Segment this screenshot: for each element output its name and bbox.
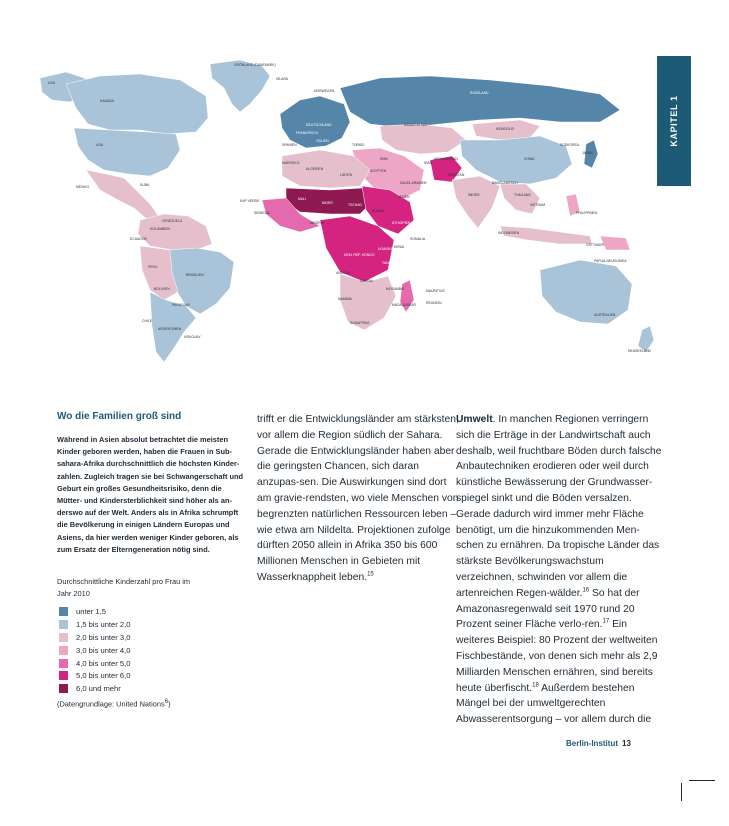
legend-source (57, 698, 245, 708)
legend-swatch (59, 646, 68, 655)
legend-label: 3,0 bis unter 4,0 (76, 645, 131, 655)
footnote-ref: 16 (582, 587, 590, 594)
label-deutschland: DEUTSCHLAND (306, 123, 332, 127)
page-number: 13 (622, 739, 631, 748)
body-text: So hat der Amazonasregenwald seit 1970 rund 20 Prozent seiner Fläche verlo-ren. (456, 587, 640, 631)
label-argentinien: ARGENTINIEN (158, 327, 182, 331)
legend-item (59, 657, 245, 670)
label-indien: INDIEN (468, 193, 480, 197)
map-region-usa (74, 128, 180, 176)
label-nigeria: NIGERIA (310, 221, 324, 225)
legend-label: unter 1,5 (76, 606, 106, 616)
crop-mark-horizontal (689, 780, 715, 781)
body-text: . In manchen Regionen verringern sich die Erträge in der Landwirtschaft auch deshalb, weil fruchtbare Böden durch falsche Anbautechniken erodieren oder weil durch künstliche Bewässerung der Grundwasser-spiegel sinkt und die Böden versalzen. Gerade dadurch wird immer mehr Fläche benötigt, um die hinzukommenden Men-schen zu ernähren. Da tropische Länder das stärkste Bevölkerungswachstum verzeichnen, schwinden vor allem die artenreichen Regen-wälder. (456, 414, 662, 599)
label-philippinen: PHILIPPINEN (576, 211, 598, 215)
map-region-canada (66, 74, 208, 134)
label-mauritius: MAURITIUS (426, 289, 445, 293)
label-jemen: JEMEN (398, 195, 410, 199)
legend-swatch (59, 671, 68, 680)
legend-item (59, 605, 245, 618)
label-somalia: SOMALIA (410, 237, 426, 241)
label-mosambik: MOSAMBIK (386, 287, 405, 291)
label-libyen: LIBYEN (340, 173, 353, 177)
label-niger: NIGER (322, 201, 333, 205)
label-venezuela: VENEZUELA (162, 219, 183, 223)
legend-label: 5,0 bis unter 6,0 (76, 671, 131, 681)
label-osttimor: OSTTIMOR (586, 243, 604, 247)
label-afghanistan: AFGHANISTAN (434, 157, 458, 161)
label-algerien: ALGERIEN (306, 167, 324, 171)
body-text: Außerdem bestehen Mängel bei der umweltgerechten Abwasserentsorgung – vor allem durch die (456, 682, 652, 726)
label-marokko: MAROKKO (282, 161, 300, 165)
legend-list (57, 605, 245, 695)
world-fertility-map (0, 0, 660, 400)
label-russland: RUSSLAND (470, 91, 489, 95)
legend-caption-line1: Durchschnittliche Kinderzahl pro Frau im (57, 577, 191, 587)
sidebar-text: Während in Asien absolut betrachtet die meisten Kinder geboren werden, haben die Frauen in Sub-sahara-Afrika durchschnittlich die höchsten Kinder-zahlen. Zugleich tragen sie bei Schwangerschaft und Geburt ein großes Gesundheitsrisiko, denn die Mütter- und Kindersterblichkeit sind höher als an-derswo auf der Welt. Anders als in Afrika schrumpft die Bevölkerung in einigen Ländern Europas und Asiens, da hier werden weniger Kinder geboren, als zum Ersatz der Elterngeneration nötig sind. (57, 435, 244, 554)
label-groenland: GRÖNLAND (DÄNEMARK) (234, 63, 276, 67)
label-bangladesch: BANGLADESCH (492, 181, 518, 185)
label-spanien: SPANIEN (282, 143, 297, 147)
crop-mark-vertical (681, 783, 682, 801)
map-region-russia (340, 76, 620, 128)
map-region-greenland (210, 60, 270, 112)
legend-label: 1,5 bis unter 2,0 (76, 619, 131, 629)
label-italien: ITALIEN (316, 139, 329, 143)
map-region-mexico (86, 170, 160, 220)
label-mongolei: MONGOLEI (496, 127, 515, 131)
chapter-tab (657, 56, 691, 186)
label-neuseeland: NEUSEELAND (628, 349, 651, 353)
label-korea: SÜDKOREA (560, 143, 580, 147)
label-alaska: USA (48, 81, 55, 85)
legend-caption-line2: Jahr 2010 (57, 589, 90, 599)
label-bolivien: BOLIVIEN (154, 287, 170, 291)
legend-swatch (59, 633, 68, 642)
label-madagaskar: MADAGASKAR (392, 303, 416, 307)
label-island: ISLAND (276, 77, 289, 81)
label-sudan: SUDAN (372, 209, 384, 213)
label-kanada: KANADA (100, 99, 114, 103)
legend-source-text: (Datengrundlage: United Nations (57, 699, 165, 709)
legend-label: 2,0 bis unter 3,0 (76, 632, 131, 642)
label-irak: IRAK (380, 157, 388, 161)
legend-panel (57, 411, 245, 709)
footnote-ref: 15 (367, 571, 374, 578)
label-pakistan: PAKISTAN (448, 173, 465, 177)
map-region-papua (600, 236, 630, 250)
body-column-right (456, 412, 662, 728)
label-reunion: RÉUNION (426, 301, 442, 305)
legend-label: 6,0 und mehr (76, 684, 121, 694)
legend-item (59, 669, 245, 682)
body-paragraph (257, 412, 459, 586)
label-tuerkei: TÜRKEI (352, 143, 365, 147)
label-kenia: KENIA (394, 245, 405, 249)
legend-caption (57, 576, 245, 600)
label-senegal: SENEGAL (254, 211, 271, 215)
label-ecuador: ECUADOR (130, 237, 147, 241)
label-mexiko: MEXIKO (76, 185, 90, 189)
label-chile: CHILE (142, 319, 152, 323)
label-papua: PAPUA-NEUGUINEA (594, 259, 627, 263)
label-kapverde: KAP VERDE (240, 199, 260, 203)
body-text: trifft er die Entwicklungsländer am stärksten, vor allem die Region südlich der Sahara. Gerade die Entwicklungsländer haben aber die geringsten Chancen, sich daran anzupas-sen. Die Auswirkungen sind dort am gravie-rendsten, wo viele Menschen von begrenzten natürlichen Ressourcen leben – wie etwa am Nildelta. Projektionen zufolge dürften 2050 allein in Afrika 350 bis 600 Millionen Menschen in Gebieten mit Wasserknappheit leben. (257, 414, 459, 583)
legend-swatch (59, 659, 68, 668)
label-usa: USA (96, 143, 103, 147)
label-kolumbien: KOLUMBIEN (150, 227, 170, 231)
publisher-name: Berlin-Institut (566, 739, 618, 748)
map-region-australia (540, 260, 632, 324)
body-column-middle (257, 412, 459, 586)
label-vietnam: VIETNAM (530, 203, 546, 207)
label-namibia: NAMIBIA (338, 297, 352, 301)
map-region-madagascar (400, 280, 414, 312)
label-kuba: KUBA (140, 183, 150, 187)
section-keyword: Umwelt (456, 414, 493, 425)
label-tansania: TANSANIA (382, 261, 399, 265)
body-text: Ein weiteres Beispiel: 80 Prozent der weltweiten Fischbestände, von denen sich mehr als 2,9 Milliarden Menschen ernähren, sind bereits heute überfischt. (456, 619, 658, 694)
legend-label: 4,0 bis unter 5,0 (76, 658, 131, 668)
legend-item (59, 618, 245, 631)
map-region-indonesia (500, 226, 592, 244)
legend-swatch (59, 607, 68, 616)
label-japan: JAPAN (582, 151, 593, 155)
map-region-europe (280, 96, 350, 148)
label-aethiopien: ÄTHIOPIEN (392, 221, 411, 225)
label-angola: ANGOLA (336, 271, 351, 275)
label-saudi: SAUDI-ARABIEN (400, 181, 427, 185)
label-china: CHINA (524, 157, 535, 161)
legend-item (59, 682, 245, 695)
label-brasilien: BRASILIEN (186, 273, 204, 277)
footnote-ref: 18 (532, 682, 539, 689)
label-mali: MALI (298, 197, 306, 201)
label-uganda: UGANDA (378, 247, 393, 251)
label-sambia: SAMBIA (360, 279, 373, 283)
map-region-central-asia (380, 124, 466, 154)
sidebar-title: Wo die Familien groß sind (57, 411, 182, 422)
label-iran: IRAN (424, 161, 433, 165)
label-australien: AUSTRALIEN (594, 313, 616, 317)
label-suedafrika: SÜDAFRIKA (350, 321, 370, 325)
label-aegypten: ÄGYPTEN (370, 169, 387, 173)
label-thailand: THAILAND (514, 193, 531, 197)
chapter-tab-label: KAPITEL 1 (669, 95, 679, 147)
page-footer (566, 739, 631, 748)
label-norwegen: NORWEGEN (314, 89, 335, 93)
legend-swatch (59, 684, 68, 693)
label-peru: PERU (148, 265, 158, 269)
legend-source-close: ) (168, 699, 171, 709)
label-paraguay: PARAGUAY (172, 303, 191, 307)
legend-swatch (59, 620, 68, 629)
label-kasachstan: KASACHSTAN (404, 123, 427, 127)
label-kongo: DEM. REP. KONGO (344, 253, 375, 257)
legend-item (59, 631, 245, 644)
label-indonesien: INDONESIEN (498, 231, 520, 235)
legend-source-footnote: 6 (164, 698, 169, 706)
legend-item (59, 644, 245, 657)
label-frankreich: FRANKREICH (296, 131, 319, 135)
label-uruguay: URUGUAY (184, 335, 201, 339)
footnote-ref: 17 (602, 618, 610, 625)
body-paragraph (456, 412, 662, 728)
map-region-southeast-asia (500, 184, 540, 214)
label-tschad: TSCHAD (348, 203, 362, 207)
